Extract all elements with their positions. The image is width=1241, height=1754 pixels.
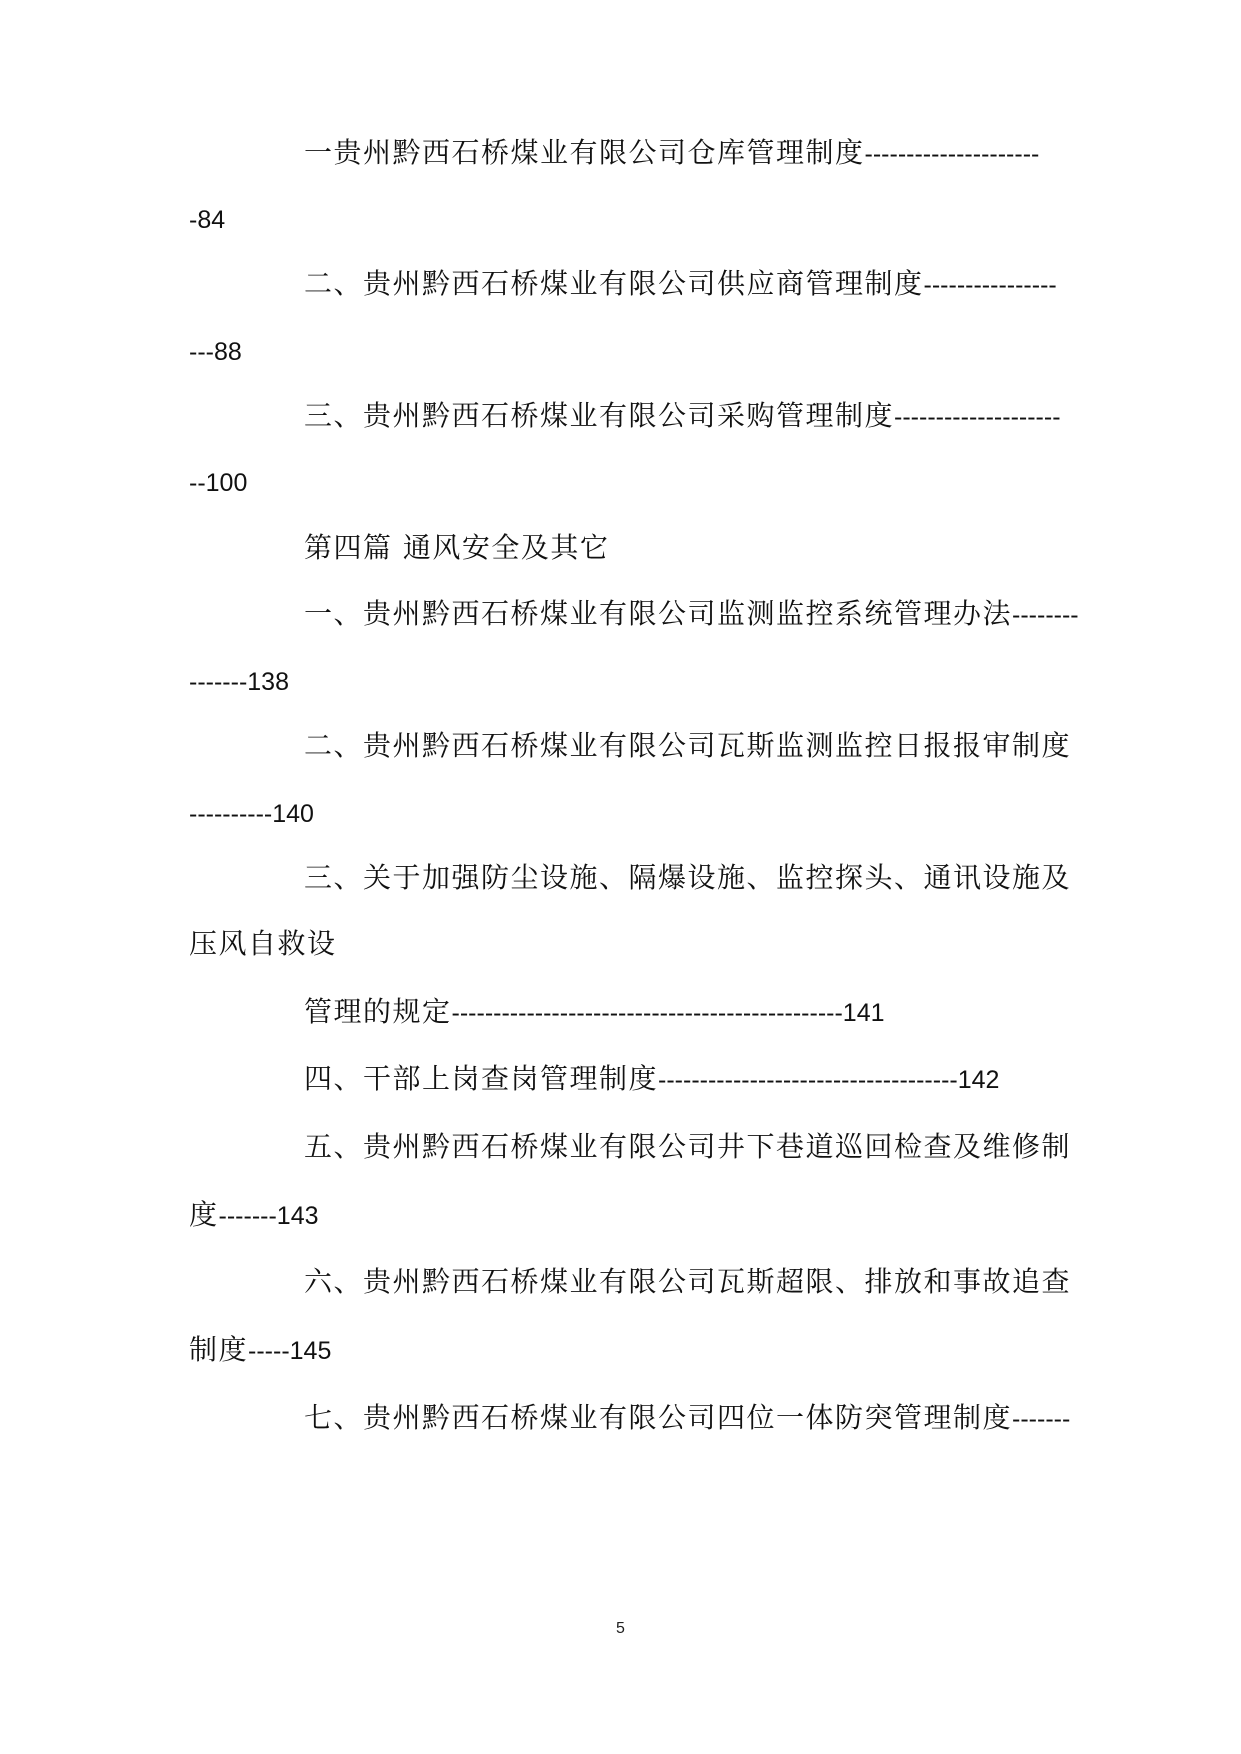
toc-entry-monitoring-system: 一、贵州黔西石桥煤业有限公司监测监控系统管理办法-------- (304, 597, 1079, 630)
toc-entry-roadway-inspection: 五、贵州黔西石桥煤业有限公司井下巷道巡回检查及维修制 (304, 1130, 1072, 1163)
toc-entry-gas-daily-report-page: ----------140 (189, 800, 314, 828)
toc-entry-facilities-rules: 管理的规定-----------------------------------------------141 (304, 995, 885, 1028)
toc-entry-supplier-page: ---88 (189, 338, 242, 366)
toc-entry-facilities-cont: 压风自救设 (189, 927, 337, 960)
toc-entry-roadway-inspection-cont: 度-------143 (189, 1198, 319, 1231)
toc-entry-outburst-prevention: 七、贵州黔西石桥煤业有限公司四位一体防突管理制度------- (304, 1401, 1071, 1434)
toc-entry-warehouse-page: -84 (189, 206, 226, 234)
toc-entry-procurement-page: --100 (189, 469, 248, 497)
section-heading: 第四篇 通风安全及其它 (304, 531, 610, 564)
page-number: 5 (616, 1620, 625, 1637)
toc-entry-supplier: 二、贵州黔西石桥煤业有限公司供应商管理制度---------------- (304, 267, 1057, 300)
toc-entry-gas-overlimit: 六、贵州黔西石桥煤业有限公司瓦斯超限、排放和事故追查 (304, 1265, 1072, 1298)
toc-entry-monitoring-system-page: -------138 (189, 668, 289, 696)
toc-entry-facilities: 三、关于加强防尘设施、隔爆设施、监控探头、通讯设施及 (304, 861, 1072, 894)
toc-entry-cadre-duty: 四、干部上岗查岗管理制度------------------------------------142 (304, 1062, 1000, 1095)
toc-entry-gas-daily-report: 二、贵州黔西石桥煤业有限公司瓦斯监测监控日报报审制度 (304, 729, 1072, 762)
toc-entry-gas-overlimit-cont: 制度-----145 (189, 1333, 332, 1366)
toc-entry-warehouse: 一贵州黔西石桥煤业有限公司仓库管理制度--------------------- (304, 136, 1040, 169)
toc-entry-procurement: 三、贵州黔西石桥煤业有限公司采购管理制度-------------------- (304, 399, 1061, 432)
